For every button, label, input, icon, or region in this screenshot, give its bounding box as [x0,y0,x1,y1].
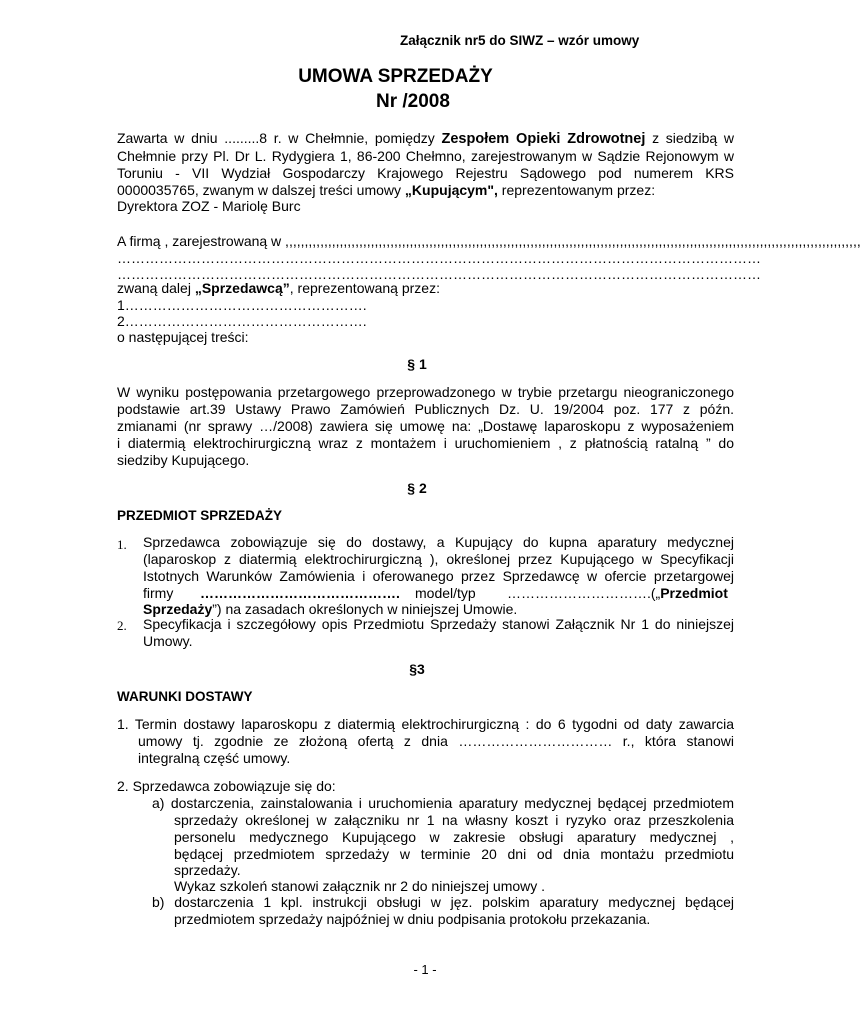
obligation-a-line: sprzedaży określonej w załączniku nr 1 na własny koszt i ryzyko oraz przeszkolenia [174,812,734,828]
item-2-line: Umowy. [143,633,193,649]
section-2-heading: PRZEDMIOT SPRZEDAŻY [117,508,283,523]
blank-line: ………………………………………………………………………………………………………………………… [117,266,761,282]
intro-line: Chełmnie przy Pl. Dr L. Rydygiera 1, 86-200 Chełmno, zarejestrowanym w Sądzie Rejonowym w [117,148,734,164]
firm-line: A firmą , zarejestrowaną w ,,,,,,,,,,,,,,,,,,,,,,,,,,,,,,,,,,,,,,,,,,,,,,,,,,,,,,,,,,,,,,,,,,,,,,,,,,,,,,,,,,,,,,,,,,,,,,,,,,,,,,,,,,,,,,,,,,,,,,,,,,,,,,,,,,,,,,,,,,,,,,,,,,,, [117,233,861,249]
representative-1: 1……………………………………………. [117,297,367,313]
blank-line: ………………………………………………………………………………………………………………………… [117,250,761,266]
subject-alias-part: Sprzedaży [143,601,213,617]
model-dots: ………………………….(„ [507,585,661,601]
annex-header: Załącznik nr5 do SIWZ – wzór umowy [400,33,640,48]
representative-2: 2……………………………………………. [117,313,367,329]
training-note: Wykaz szkoleń stanowi załącznik nr 2 do niniejszej umowy . [174,878,546,894]
item-1-line [143,601,517,617]
intro-text: z siedzibą w [645,130,734,146]
subject-alias-part: Przedmiot [660,585,728,601]
seller-alias: „Sprzedawcą” [194,280,290,296]
section-1-line: W wyniku postępowania przetargowego przeprowadzonego w trybie przetargu nieograniczonego [117,384,734,400]
document-number: Nr /2008 [376,91,450,112]
obligation-b-line: b) dostarczenia 1 kpl. instrukcji obsługi w jęz. polskim aparatury medycznej będącej [152,894,734,910]
delivery-term-line: integralną część umowy. [138,750,291,766]
obligation-a-line: personelu medycznego Kupującego w zakresie obsługi aparatury medycznej , [174,829,734,845]
section-3-title: §3 [409,661,425,677]
buyer-name: Zespołem Opieki Zdrowotnej [441,131,646,147]
firm-text: zwaną dalej [117,280,195,296]
intro-text: 0000035765, zwanym w dalszej treści umowy [117,182,405,198]
document-title: UMOWA SPRZEDAŻY [298,66,493,87]
seller-obligations: 2. Sprzedawca zobowiązuje się do: [117,778,336,794]
section-2-title: § 2 [407,480,427,496]
section-1-line: i diatermią elektrochirurgiczną wraz z montażem i uruchomieniem , z płatnością ratalną ” do [117,435,734,451]
obligation-a-line: będącej przedmiotem sprzedaży w terminie 20 dni od dnia montażu przedmiotu [174,846,734,862]
obligation-b-line: przedmiotem sprzedaży najpóźniej w dniu podpisania protokołu przekazania. [174,911,651,927]
section-1-line: podstawie art.39 Ustawy Prawo Zamówień Publicznych Dz. U. 19/2004 poz. 177 z późn. [117,401,734,417]
model-blank [507,585,728,601]
item-1-line: Sprzedawca zobowiązuje się do dostawy, a Kupujący do kupna aparatury medycznej [143,534,734,550]
list-number: 1. [117,537,127,552]
firm-text: , reprezentowaną przez: [289,280,440,296]
item-1-line: (laparoskop z diatermią elektrochirurgiczną ), określonej przez Kupującego w Specyfikacji [143,551,734,567]
intro-line: Dyrektora ZOZ - Mariolę Burc [117,198,301,214]
intro-text: reprezentowanym przez: [497,182,656,198]
obligation-a-line: a) dostarczenia, zainstalowania i uruchomienia aparatury medycznej będącej przedmiotem [152,795,734,811]
section-1-line: siedziby Kupującego. [117,452,250,468]
section-3-heading: WARUNKI DOSTAWY [117,689,253,704]
item-2-line: Specyfikacja i szczegółowy opis Przedmiotu Sprzedaży stanowi Załącznik Nr 1 do niniejszej [143,616,734,632]
item-1-text: ”) na zasadach określonych w niniejszej Umowie. [212,601,518,617]
item-1-firm-label: firmy [143,585,174,601]
list-number: 2. [117,618,127,633]
intro-line [117,130,734,147]
firm-blank: ……………………………………. [200,585,400,601]
item-1-line: Istotnych Warunków Zamówienia i oferowanego przez Sprzedawcę w ofercie przetargowej [143,568,734,584]
model-label: model/typ [415,585,476,601]
intro-text: Zawarta w dniu .........8 r. w Chełmnie, pomiędzy [117,130,442,146]
delivery-term-line: 1. Termin dostawy laparoskopu z diatermią elektrochirurgiczną : do 6 tygodni od daty zawarcia [117,716,734,732]
firm-line: o następującej treści: [117,329,249,345]
firm-line [117,280,440,296]
section-1-title: § 1 [407,356,427,372]
intro-line: Toruniu - VII Wydział Gospodarczy Krajowego Rejestru Sądowego pod numerem KRS [117,165,734,181]
page-number: - 1 - [413,962,437,977]
intro-line [117,182,655,198]
obligation-a-line: sprzedaży. [174,862,241,878]
section-1-line: zmianami (nr sprawy …/2008) zawiera się umowę na: „Dostawę laparoskopu z wyposażeniem [117,418,734,434]
buyer-alias: „Kupującym", [404,182,498,198]
delivery-term-line: umowy tj. zgodnie ze złożoną ofertą z dnia …………………………… r., która stanowi [138,733,734,749]
